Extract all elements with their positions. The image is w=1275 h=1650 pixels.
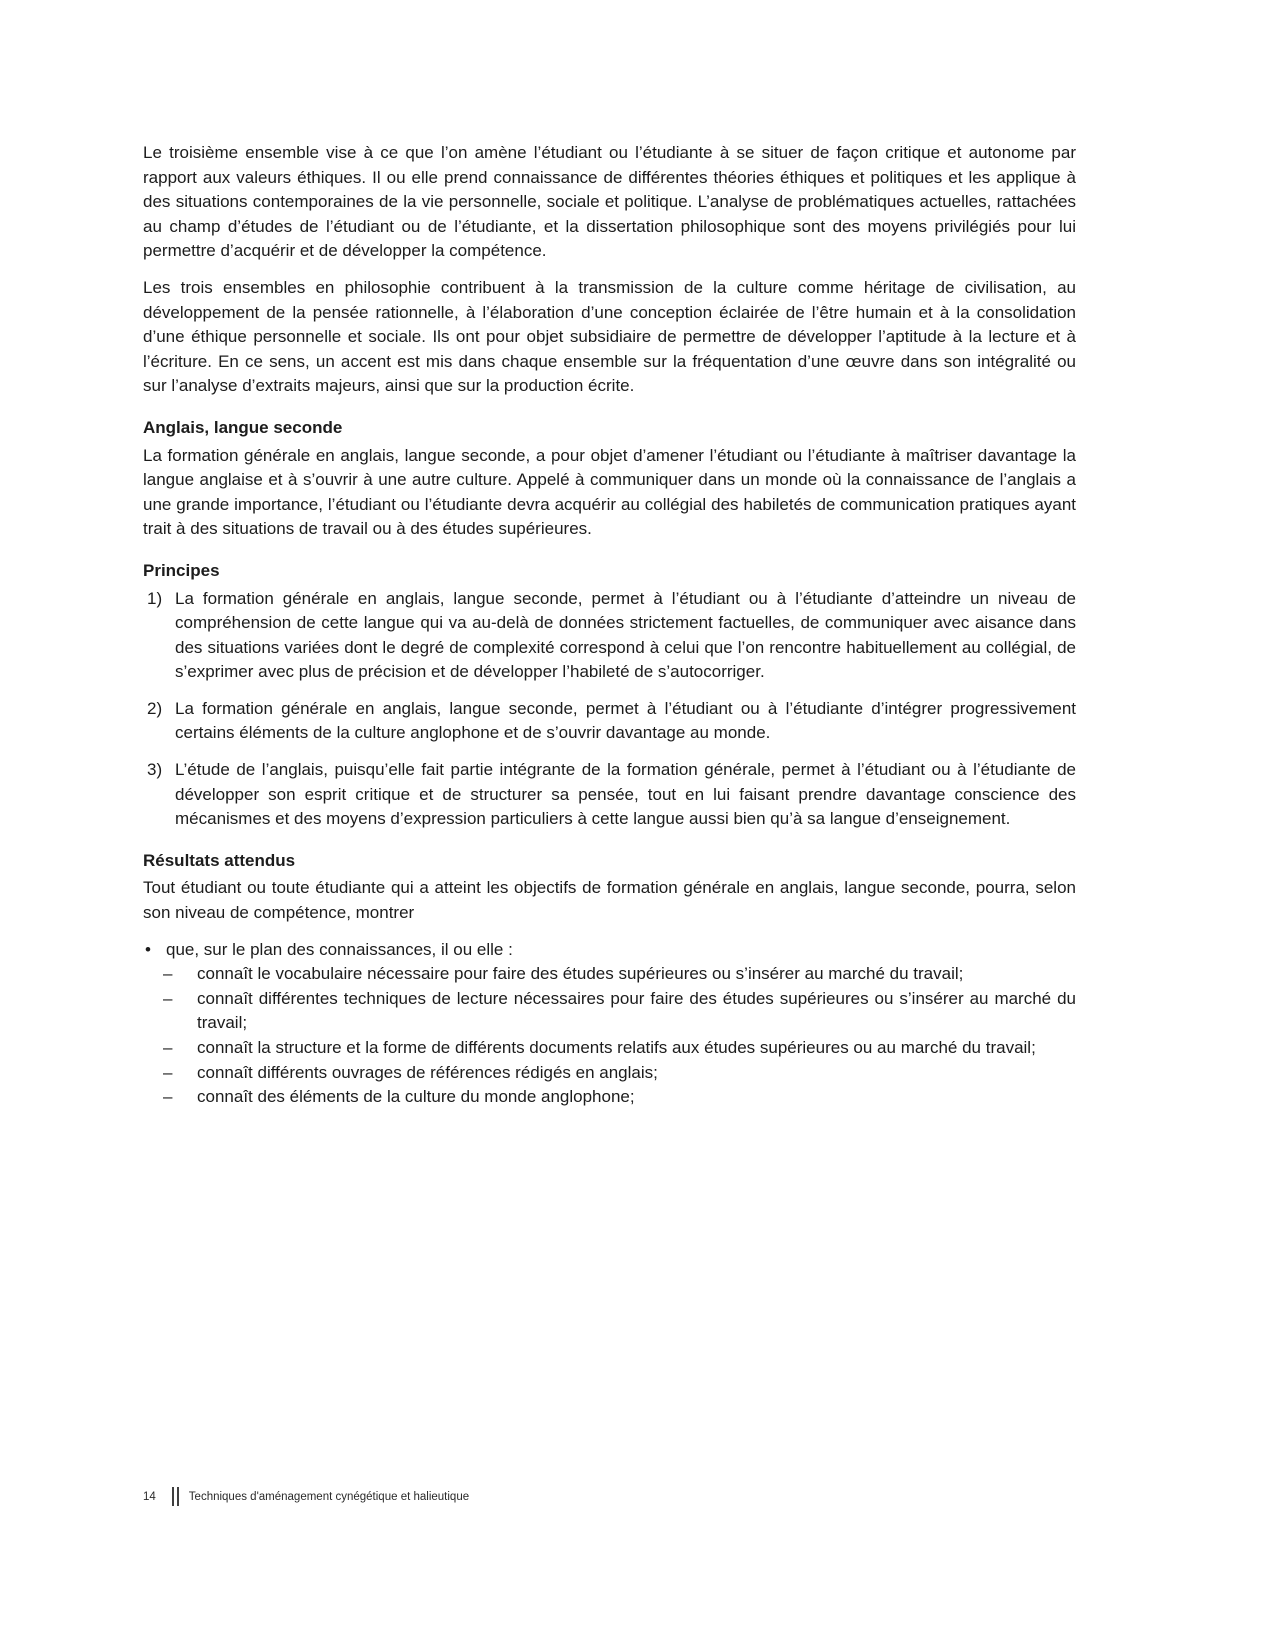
paragraph-third-ensemble: Le troisième ensemble vise à ce que l’on amène l’étudiant ou l’étudiante à se situer de façon critique et autonome par rapport aux valeurs éthiques. Il ou elle prend connaissance de différentes théories éthiques et politiques et les applique à des situations contemporaines de la vie personnelle, sociale et politique. L’analyse de problématiques actuelles, rattachées au champ d’études de l’étudiant ou de l’étudiante, et la dissertation philosophique sont des moyens privilégiés pour lui permettre d’acquérir et de développer la compétence. (143, 143, 1076, 261)
dash-icon: – (163, 1062, 173, 1082)
page-content (143, 141, 1076, 1110)
list-item-text: L’étude de l’anglais, puisqu’elle fait partie intégrante de la formation générale, permet à l’étudiant ou à l’étudiante de développer son esprit critique et de structurer sa pensée, tout en lui faisant prendre davantage conscience des mécanismes et des moyens d’expression particuliers à cette langue aussi bien qu’à sa langue d’enseignement. (175, 760, 1076, 829)
connaissances-list (143, 938, 1076, 1110)
bullet-icon: • (145, 939, 151, 959)
paragraph-philosophy-ensembles: Les trois ensembles en philosophie contribuent à la transmission de la culture comme héritage de civilisation, au développement de la pensée rationnelle, à l’élaboration d’une conception éclairée de l’être humain et à la consolidation d’une éthique personnelle et sociale. Ils ont pour objet subsidiaire de permettre de développer l’aptitude à la lecture et à l’écriture. En ce sens, un accent est mis dans chaque ensemble sur la fréquentation d’une œuvre dans son intégralité ou sur l’analyse d’extraits majeurs, ainsi que sur la production écrite. (143, 277, 1076, 396)
dash-item-structure-forme (143, 1036, 1076, 1061)
dash-item-text: connaît différentes techniques de lecture nécessaires pour faire des études supérieures ou s’insérer au marché du travail; (197, 988, 1076, 1033)
page-footer (143, 1487, 469, 1506)
dash-item-ouvrages-references (143, 1061, 1076, 1086)
dash-item-text: connaît le vocabulaire nécessaire pour faire des études supérieures ou s’insérer au marché du travail; (197, 964, 964, 984)
footer-divider-bar (172, 1487, 179, 1506)
list-item-text: La formation générale en anglais, langue seconde, permet à l’étudiant ou à l’étudiante d’atteindre un niveau de compréhension de cette langue qui va au-delà de données strictement factuelles, de communiquer avec aisance dans des situations variées dont le degré de complexité correspond à celui que l’on rencontre habituellement au collégial, de s’exprimer avec plus de précision et de développer l’habileté de s’autocorriger. (175, 588, 1076, 682)
list-item-text: La formation générale en anglais, langue seconde, permet à l’étudiant ou à l’étudiante d’intégrer progressivement certains éléments de la culture anglophone et de s’ouvrir davantage au monde. (175, 698, 1076, 743)
footer-document-title: Techniques d'aménagement cynégétique et halieutique (188, 1490, 470, 1503)
paragraph-resultats-intro: Tout étudiant ou toute étudiante qui a atteint les objectifs de formation générale en anglais, langue seconde, pourra, selon son niveau de compétence, montrer (143, 878, 1076, 923)
principes-item-2 (143, 697, 1076, 746)
principes-item-3 (143, 758, 1076, 832)
dash-item-text: connaît la structure et la forme de différents documents relatifs aux études supérieures ou au marché du travail; (197, 1038, 1036, 1057)
dash-icon: – (163, 1087, 173, 1107)
bullet-item-text: que, sur le plan des connaissances, il ou elle : (166, 939, 513, 959)
dash-icon: – (163, 964, 173, 984)
heading-anglais-langue-seconde: Anglais, langue seconde (143, 417, 343, 437)
dash-item-techniques-lecture (143, 987, 1076, 1036)
dash-item-text: connaît des éléments de la culture du monde anglophone; (197, 1087, 635, 1107)
heading-principes: Principes (143, 560, 220, 580)
page-number: 14 (143, 1490, 156, 1503)
list-number-1: 1) (147, 588, 163, 608)
principes-item-1 (143, 587, 1076, 685)
dash-icon: – (163, 988, 173, 1008)
dash-item-text: connaît différents ouvrages de références rédigés en anglais; (197, 1062, 658, 1082)
paragraph-anglais-intro: La formation générale en anglais, langue seconde, a pour objet d’amener l’étudiant ou l’étudiante à maîtriser davantage la langue anglaise et à s’ouvrir à une autre culture. Appelé à communiquer dans un monde où la connaissance de l’anglais a une grande importance, l’étudiant ou l’étudiante devra acquérir au collégial des habiletés de communication pratiques ayant trait à des situations de travail ou à des études supérieures. (143, 445, 1076, 539)
dash-icon: – (163, 1038, 173, 1057)
heading-resultats-attendus: Résultats attendus (143, 850, 296, 870)
dash-item-culture-anglophone (143, 1085, 1076, 1110)
list-number-2: 2) (147, 698, 163, 718)
list-number-3: 3) (147, 760, 163, 780)
dash-item-vocabulaire (143, 962, 1076, 987)
bullet-item-connaissances (143, 938, 1076, 963)
